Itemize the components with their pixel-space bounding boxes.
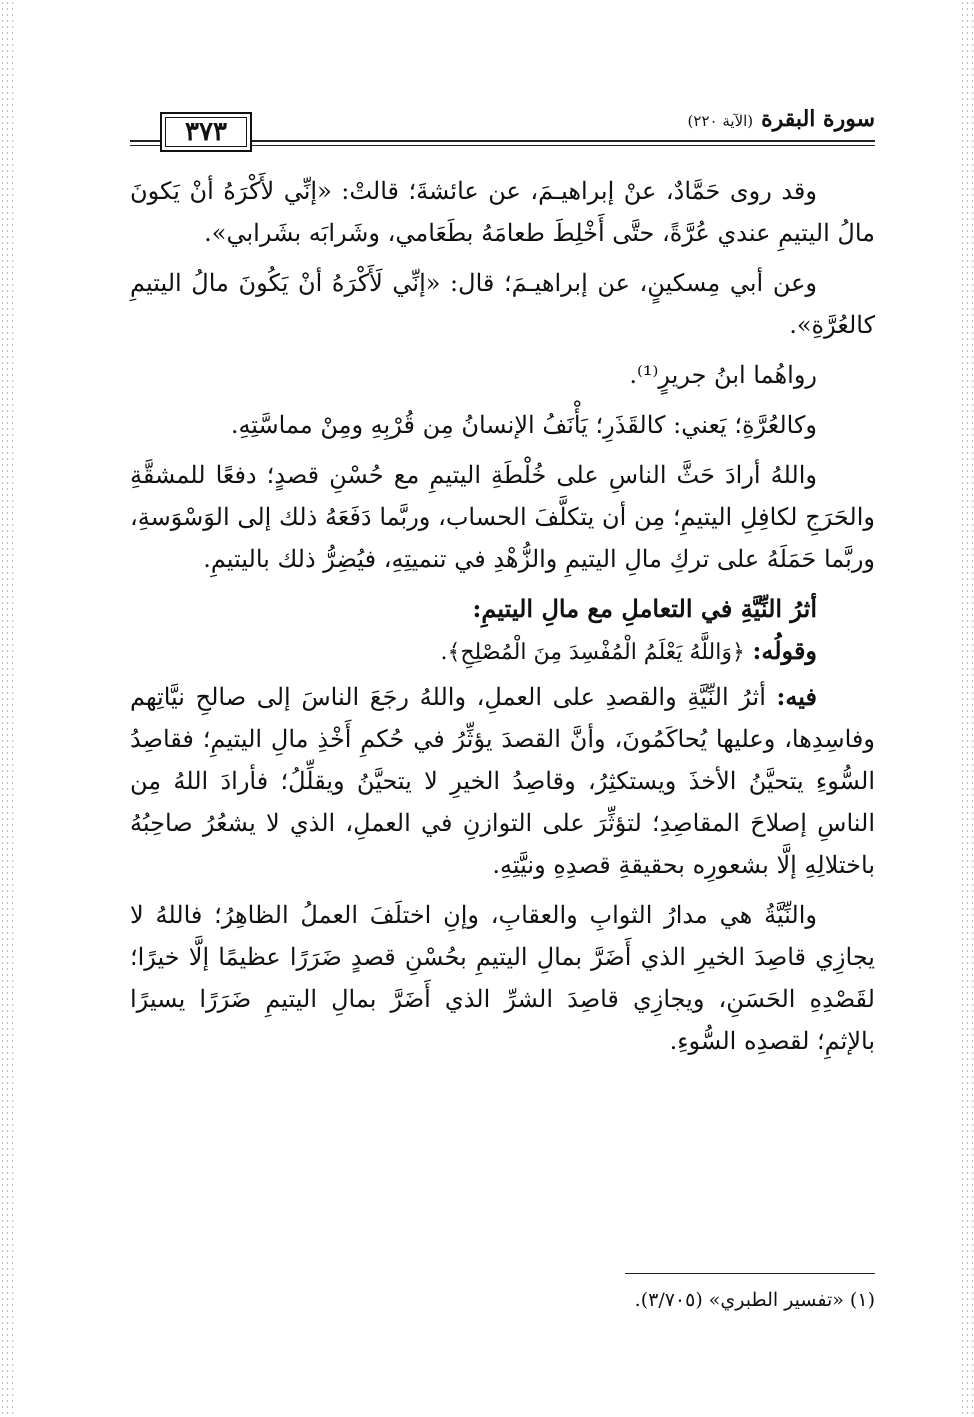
quran-quote xyxy=(130,630,875,674)
paragraph-ibrahim-narration: وعن أبي مِسكينٍ، عن إبراهيـمَ؛ قال: «إنِّي لَأَكْرَهُ أنْ يَكُونَ مالُ اليتيمِ كالعُرَّةِ». xyxy=(130,269,875,339)
paragraph-lead: فيه: xyxy=(776,682,817,711)
paragraph-citation: رواهُما ابنُ جريرٍ⁽¹⁾. xyxy=(629,361,817,389)
quote-lead: وقولُه: xyxy=(752,636,817,665)
page-number-box xyxy=(160,112,252,152)
page-number: ٣٧٣ xyxy=(185,117,227,147)
paragraph-niyyah-text: أثرُ النِّيَّةِ والقصدِ على العملِ، واللهُ رجَعَ الناسَ إلى صالحِ نيَّاتِهم وفاسِدِها، وعليها يُحاكَمُونَ، وأنَّ القصدَ يؤثِّرُ في حُكمِ أَخْذِ مالِ اليتيمِ؛ فقاصِدُ السُّوءِ يتحيَّنُ الأخذَ ويستكثِرُ، وقاصِدُ الخيرِ لا يتحيَّنُ ويقلِّلُ؛ فأرادَ اللهُ مِن الناسِ إصلاحَ المقاصِدِ؛ لتؤثِّرَ على التوازنِ في العملِ، الذي لا يشعُرُ صاحِبُهُ باختلالِهِ إلَّا بشعورِه بحقيقةِ قصدِهِ ونيَّتِهِ. xyxy=(130,683,876,879)
footnote-rule xyxy=(625,1273,875,1274)
page-body xyxy=(130,170,875,1070)
paragraph-intent: واللهُ أرادَ حَثَّ الناسِ على خُلْطَةِ اليتيمِ مع حُسْنِ قصدٍ؛ دفعًا للمشقَّةِ والحَرَجِ لكافِلِ اليتيمِ؛ مِن أن يتكلَّفَ الحساب، وربَّما دَفَعَهُ ذلك إلى الوَسْوَسةِ، وربَّما حَمَلَهُ على تركِ مالِ اليتيمِ والزُّهْدِ في تنميتِهِ، فيُضِرُّ ذلك باليتيمِ. xyxy=(130,461,875,573)
paragraph-definition: وكالعُرَّةِ؛ يَعني: كالقَذَرِ؛ يَأْنَفُ الإنسانُ مِن قُرْبِهِ ومِنْ مماسَّتِهِ. xyxy=(230,411,817,439)
scan-noise-right xyxy=(960,0,974,1417)
section-heading: أثرُ النِّيَّةِ في التعاملِ مع مالِ اليتيمِ: xyxy=(472,594,817,623)
verse-reference: (الآية ٢٢٠) xyxy=(687,112,754,130)
quran-verse: ﴿وَاللَّهُ يَعْلَمُ الْمُفْسِدَ مِنَ الْمُصْلِحِ﴾. xyxy=(440,640,745,665)
page-header xyxy=(130,104,875,152)
paragraph-reward: والنِّيَّةُ هي مدارُ الثوابِ والعقابِ، وإنِ اختلَفَ العملُ الظاهِرُ؛ فاللهُ لا يجازِي قاصِدَ الخيرِ الذي أَضَرَّ بمالِ اليتيمِ بحُسْنِ قصدٍ ضَرَرًا عظيمًا إلَّا خيرًا؛ لقَصْدِهِ الحَسَنِ، ويجازِي قاصِدَ الشرِّ الذي أَضَرَّ بمالِ اليتيمِ ضَرَرًا يسيرًا بالإثمِ؛ لقصدِه السُّوءِ. xyxy=(130,901,875,1055)
paragraph-niyyah-effect xyxy=(130,676,875,886)
surah-name: سورة البقرة xyxy=(761,106,875,132)
footnote: (١) «تفسير الطبري» (٣/٧٠٥). xyxy=(634,1289,875,1311)
running-title xyxy=(682,106,875,132)
scan-noise-left xyxy=(0,0,14,1417)
paragraph-aisha-narration: وقد روى حَمَّادٌ، عنْ إبراهيـمَ، عن عائشةَ؛ قالتْ: «إنِّي لأَكْرَهُ أنْ يَكونَ مالُ اليتيمِ عندي عُرَّةً، حتَّى أَخْلِطَ طعامَهُ بطَعَامي، وشَرابَه بشَرابي». xyxy=(130,177,875,247)
